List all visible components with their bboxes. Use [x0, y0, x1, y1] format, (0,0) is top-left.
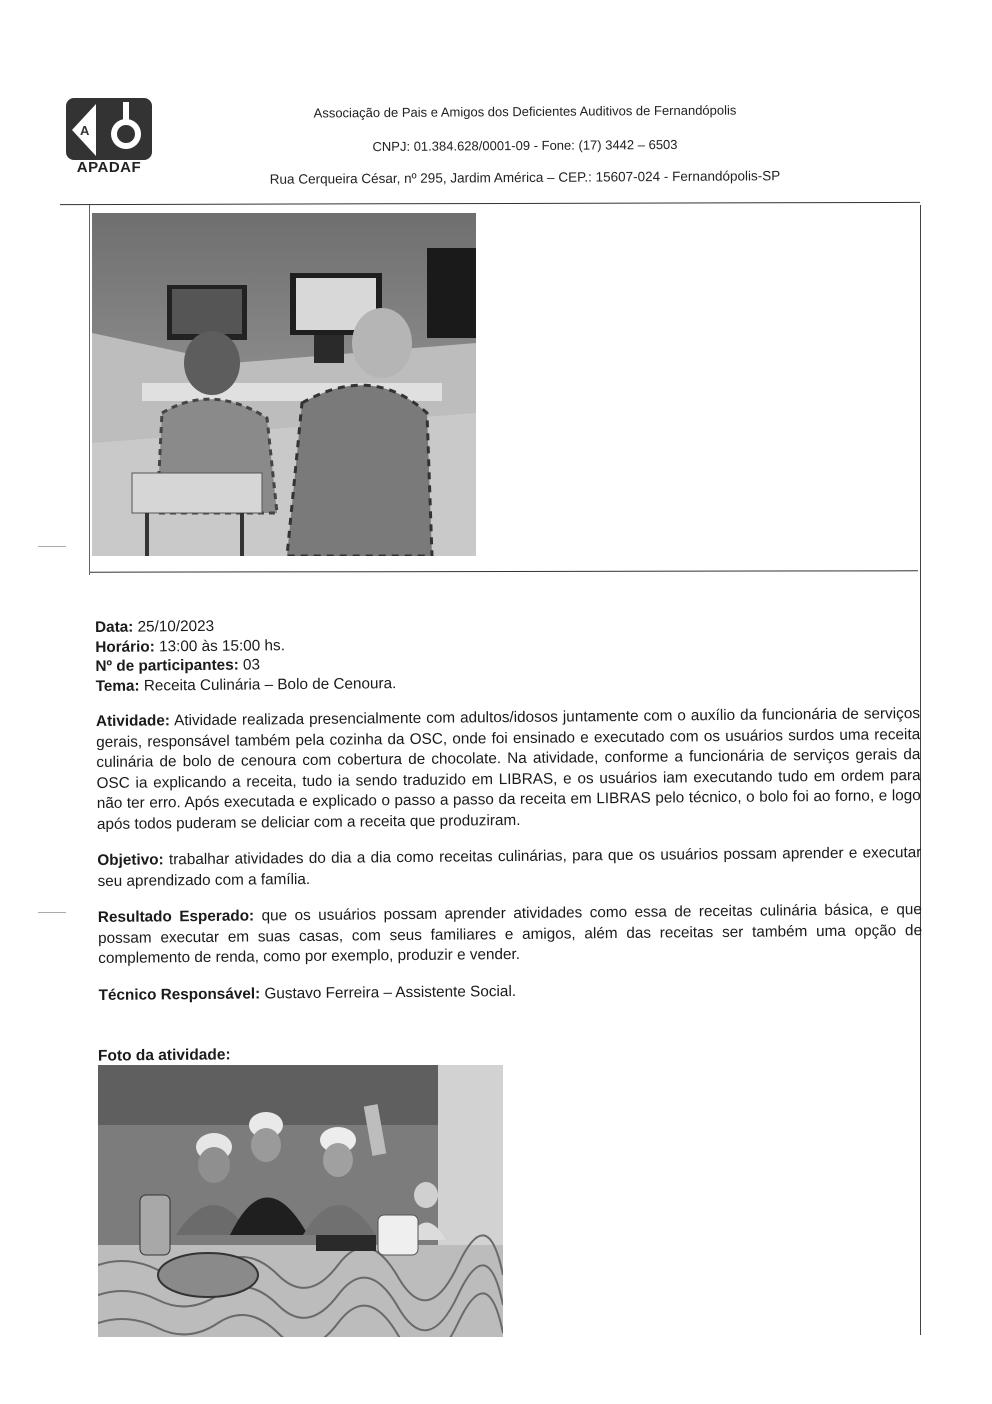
- time-value: 13:00 às 15:00 hs.: [154, 636, 285, 655]
- header-divider: [60, 202, 920, 205]
- theme-value: Receita Culinária – Bolo de Cenoura.: [139, 674, 397, 695]
- activity-photo-label: Foto da atividade:: [97, 1046, 231, 1065]
- cooking-activity-photo: [98, 1065, 503, 1337]
- participants-label: Nº de participantes:: [95, 656, 239, 675]
- date-value: 25/10/2023: [133, 617, 215, 636]
- svg-text:A: A: [80, 123, 90, 138]
- expected-result-text: que os usuários possam aprender atividades como essa de receitas culinária básica, e que possam executar em suas casas, com seus familiares e amigos, além das receitas ser também uma opção de complemento de renda, como por exemplo, produzir e vender.: [97, 901, 923, 967]
- participants-value: 03: [238, 656, 261, 674]
- activity-paragraph: [96, 704, 921, 835]
- date-label: Data:: [95, 618, 134, 636]
- logo-text: APADAF: [76, 159, 142, 176]
- technician-value: Gustavo Ferreira – Assistente Social.: [260, 982, 517, 1002]
- objective-label: Objetivo:: [97, 851, 164, 869]
- expected-result-label: Resultado Esperado:: [97, 907, 255, 926]
- objective-text: trabalhar atividades do dia a dia como receitas culinárias, para que os usuários possam aprender e executar seu aprendizado com a família.: [97, 844, 922, 890]
- report-body: [95, 610, 923, 1005]
- frame-left-border: [89, 205, 90, 575]
- apadaf-logo: [64, 98, 154, 178]
- theme-label: Tema:: [95, 677, 140, 695]
- computer-room-photo: [92, 213, 476, 556]
- scan-mark: [38, 546, 66, 547]
- address: Rua Cerqueira César, nº 295, Jardim América – CEP.: 15607-024 - Fernandópolis-SP: [269, 168, 781, 187]
- activity-label: Atividade:: [95, 712, 171, 730]
- org-name: Associação de Pais e Amigos dos Deficientes Auditivos de Fernandópolis: [313, 102, 737, 121]
- section-divider: [90, 570, 918, 572]
- apadaf-logo-mark: [66, 98, 152, 160]
- time-label: Horário:: [95, 637, 155, 656]
- activity-text: Atividade realizada presencialmente com adultos/idosos juntamente com o auxílio da funcionária de serviços gerais, responsável também pela cozinha da OSC, onde foi ensinado e executado com os usuários surdos uma receita culinária de bolo de cenoura com cobertura de chocolate. Na atividade, conforme a funcionária de serviços gerais da OSC ia explicando a receita, tudo ia sendo traduzido em LIBRAS, e os usuários iam executando tudo em ordem para não ter erro. Após executada e explicado o passo a passo da receita em LIBRAS pelo técnico, o bolo foi ao forno, e logo após todos puderam se deliciar com a receita que produziram.: [96, 705, 921, 833]
- expected-result-paragraph: [98, 900, 923, 969]
- technician-label: Técnico Responsável:: [98, 984, 261, 1004]
- scan-mark: [38, 912, 66, 913]
- cnpj-phone: CNPJ: 01.384.628/0001-09 - Fone: (17) 3442 – 6503: [372, 136, 678, 155]
